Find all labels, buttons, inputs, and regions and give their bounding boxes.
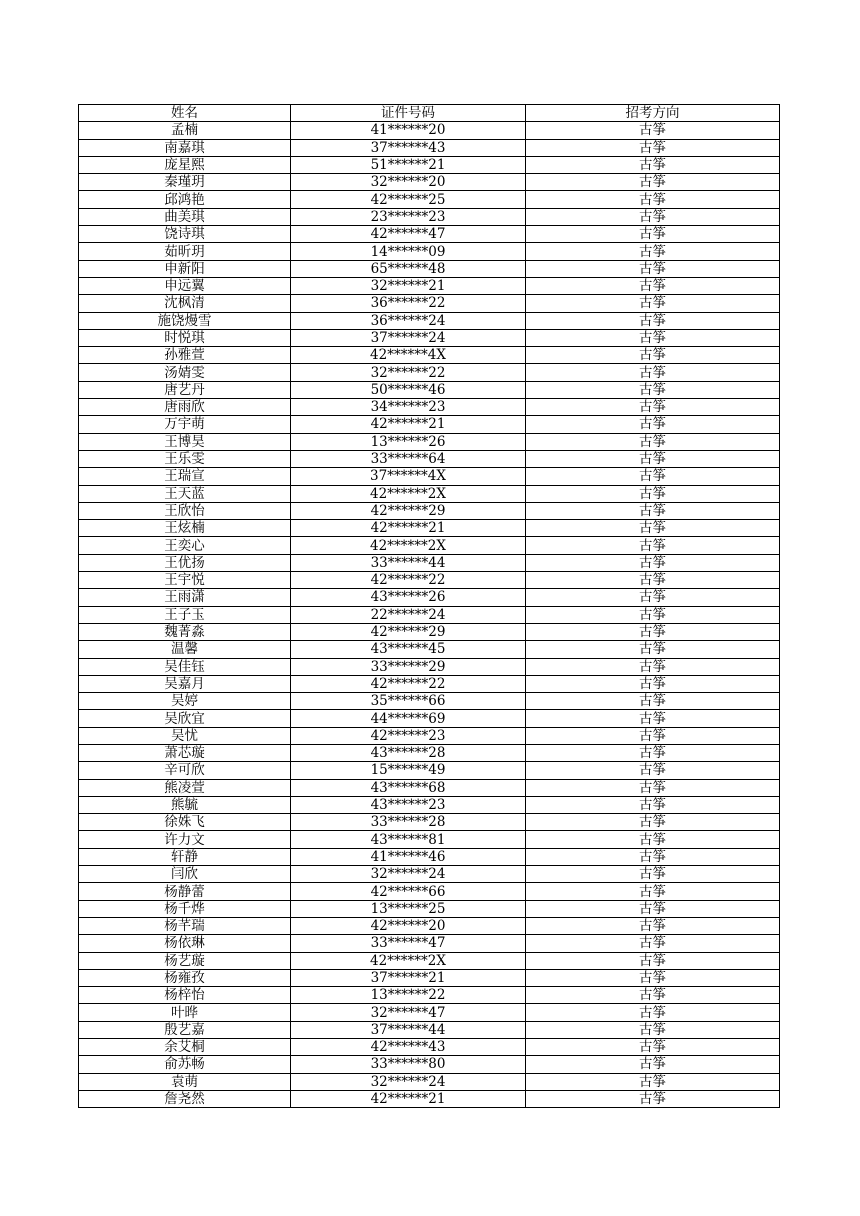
cell-name: 杨芊瑞: [79, 917, 291, 934]
cell-direction: 古筝: [526, 1090, 780, 1107]
cell-direction: 古筝: [526, 468, 780, 485]
cell-id-number: 43******81: [291, 831, 526, 848]
cell-name: 魏菁淼: [79, 623, 291, 640]
cell-name: 徐姝飞: [79, 814, 291, 831]
table-row: [79, 952, 780, 969]
cell-id-number: 37******24: [291, 329, 526, 346]
cell-id-number: 15******49: [291, 762, 526, 779]
cell-direction: 古筝: [526, 900, 780, 917]
cell-name: 庞星熙: [79, 156, 291, 173]
cell-name: 茹昕玥: [79, 243, 291, 260]
cell-direction: 古筝: [526, 762, 780, 779]
cell-direction: 古筝: [526, 848, 780, 865]
cell-id-number: 33******47: [291, 935, 526, 952]
table-row: [79, 156, 780, 173]
cell-id-number: 43******68: [291, 779, 526, 796]
cell-direction: 古筝: [526, 364, 780, 381]
cell-id-number: 23******23: [291, 208, 526, 225]
cell-name: 王博昊: [79, 433, 291, 450]
cell-direction: 古筝: [526, 658, 780, 675]
table-row: [79, 935, 780, 952]
table-row: [79, 416, 780, 433]
table-row: [79, 122, 780, 139]
cell-id-number: 37******21: [291, 969, 526, 986]
cell-direction: 古筝: [526, 572, 780, 589]
cell-id-number: 33******29: [291, 658, 526, 675]
cell-direction: 古筝: [526, 122, 780, 139]
table-row: [79, 675, 780, 692]
cell-id-number: 42******25: [291, 191, 526, 208]
table-row: [79, 762, 780, 779]
table-row: [79, 433, 780, 450]
table-row: [79, 468, 780, 485]
cell-direction: 古筝: [526, 1039, 780, 1056]
cell-id-number: 22******24: [291, 606, 526, 623]
cell-id-number: 37******44: [291, 1021, 526, 1038]
cell-id-number: 32******21: [291, 277, 526, 294]
table-row: [79, 277, 780, 294]
cell-id-number: 50******46: [291, 381, 526, 398]
cell-direction: 古筝: [526, 277, 780, 294]
cell-direction: 古筝: [526, 208, 780, 225]
cell-id-number: 33******80: [291, 1056, 526, 1073]
table-row: [79, 1073, 780, 1090]
table-row: [79, 1004, 780, 1021]
table-row: [79, 658, 780, 675]
table-row: [79, 1039, 780, 1056]
cell-id-number: 32******24: [291, 866, 526, 883]
cell-direction: 古筝: [526, 1004, 780, 1021]
cell-id-number: 43******28: [291, 744, 526, 761]
table-row: [79, 883, 780, 900]
cell-name: 王瑞宣: [79, 468, 291, 485]
cell-name: 杨依琳: [79, 935, 291, 952]
cell-id-number: 42******2X: [291, 537, 526, 554]
table-row: [79, 710, 780, 727]
cell-direction: 古筝: [526, 537, 780, 554]
cell-direction: 古筝: [526, 917, 780, 934]
cell-direction: 古筝: [526, 295, 780, 312]
cell-name: 杨千烨: [79, 900, 291, 917]
cell-direction: 古筝: [526, 883, 780, 900]
cell-direction: 古筝: [526, 589, 780, 606]
cell-name: 王雨潇: [79, 589, 291, 606]
cell-name: 萧芯璇: [79, 744, 291, 761]
cell-name: 詹尧然: [79, 1090, 291, 1107]
cell-direction: 古筝: [526, 1056, 780, 1073]
cell-id-number: 42******21: [291, 416, 526, 433]
cell-name: 王天蓝: [79, 485, 291, 502]
cell-id-number: 13******25: [291, 900, 526, 917]
cell-id-number: 41******46: [291, 848, 526, 865]
table-row: [79, 641, 780, 658]
cell-id-number: 43******23: [291, 796, 526, 813]
cell-direction: 古筝: [526, 1073, 780, 1090]
cell-name: 吴佳钰: [79, 658, 291, 675]
cell-name: 王子玉: [79, 606, 291, 623]
cell-id-number: 36******22: [291, 295, 526, 312]
table-row: [79, 1090, 780, 1107]
cell-name: 汤婧雯: [79, 364, 291, 381]
cell-name: 熊凌萱: [79, 779, 291, 796]
table-row: [79, 208, 780, 225]
table-row: [79, 260, 780, 277]
cell-id-number: 32******22: [291, 364, 526, 381]
table-row: [79, 174, 780, 191]
cell-name: 熊毓: [79, 796, 291, 813]
cell-id-number: 36******24: [291, 312, 526, 329]
table-row: [79, 139, 780, 156]
cell-name: 施饶熳雪: [79, 312, 291, 329]
cell-name: 吴婷: [79, 693, 291, 710]
cell-name: 万宇萌: [79, 416, 291, 433]
cell-id-number: 33******64: [291, 450, 526, 467]
table-row: [79, 485, 780, 502]
table-row: [79, 623, 780, 640]
cell-id-number: 51******21: [291, 156, 526, 173]
cell-direction: 古筝: [526, 727, 780, 744]
cell-direction: 古筝: [526, 779, 780, 796]
table-row: [79, 1021, 780, 1038]
cell-name: 余艾桐: [79, 1039, 291, 1056]
cell-id-number: 32******47: [291, 1004, 526, 1021]
cell-name: 沈枫清: [79, 295, 291, 312]
cell-name: 吴忧: [79, 727, 291, 744]
table-row: [79, 520, 780, 537]
cell-name: 时悦琪: [79, 329, 291, 346]
cell-direction: 古筝: [526, 502, 780, 519]
cell-direction: 古筝: [526, 814, 780, 831]
cell-direction: 古筝: [526, 987, 780, 1004]
table-row: [79, 381, 780, 398]
cell-id-number: 41******20: [291, 122, 526, 139]
cell-id-number: 42******23: [291, 727, 526, 744]
cell-name: 唐艺丹: [79, 381, 291, 398]
cell-id-number: 13******26: [291, 433, 526, 450]
cell-name: 王炫楠: [79, 520, 291, 537]
cell-name: 杨艺璇: [79, 952, 291, 969]
cell-direction: 古筝: [526, 329, 780, 346]
cell-direction: 古筝: [526, 399, 780, 416]
cell-name: 王乐雯: [79, 450, 291, 467]
table-row: [79, 779, 780, 796]
cell-direction: 古筝: [526, 693, 780, 710]
table-row: [79, 312, 780, 329]
cell-id-number: 42******29: [291, 502, 526, 519]
cell-name: 孟楠: [79, 122, 291, 139]
cell-name: 辛可欣: [79, 762, 291, 779]
cell-name: 申远翼: [79, 277, 291, 294]
table-row: [79, 848, 780, 865]
cell-direction: 古筝: [526, 744, 780, 761]
cell-name: 吴欣宜: [79, 710, 291, 727]
table-row: [79, 399, 780, 416]
cell-direction: 古筝: [526, 312, 780, 329]
table-row: [79, 987, 780, 1004]
table-row: [79, 969, 780, 986]
cell-direction: 古筝: [526, 191, 780, 208]
cell-name: 杨静蕾: [79, 883, 291, 900]
cell-name: 南嘉琪: [79, 139, 291, 156]
cell-name: 孙雅萱: [79, 347, 291, 364]
cell-direction: 古筝: [526, 641, 780, 658]
cell-id-number: 14******09: [291, 243, 526, 260]
table-row: [79, 693, 780, 710]
cell-name: 杨雍孜: [79, 969, 291, 986]
cell-id-number: 37******4X: [291, 468, 526, 485]
cell-name: 殷艺嘉: [79, 1021, 291, 1038]
table-row: [79, 1056, 780, 1073]
cell-id-number: 42******47: [291, 226, 526, 243]
cell-direction: 古筝: [526, 381, 780, 398]
cell-name: 袁萌: [79, 1073, 291, 1090]
cell-id-number: 42******21: [291, 520, 526, 537]
cell-id-number: 65******48: [291, 260, 526, 277]
cell-id-number: 42******66: [291, 883, 526, 900]
cell-id-number: 43******45: [291, 641, 526, 658]
cell-id-number: 32******24: [291, 1073, 526, 1090]
table-row: [79, 347, 780, 364]
cell-id-number: 43******26: [291, 589, 526, 606]
table-row: [79, 450, 780, 467]
cell-name: 轩静: [79, 848, 291, 865]
table-row: [79, 191, 780, 208]
cell-name: 温馨: [79, 641, 291, 658]
cell-id-number: 35******66: [291, 693, 526, 710]
cell-direction: 古筝: [526, 606, 780, 623]
cell-direction: 古筝: [526, 139, 780, 156]
cell-name: 杨梓怡: [79, 987, 291, 1004]
table-row: [79, 243, 780, 260]
cell-direction: 古筝: [526, 174, 780, 191]
table-row: [79, 502, 780, 519]
cell-direction: 古筝: [526, 866, 780, 883]
cell-name: 秦瑾玥: [79, 174, 291, 191]
cell-name: 申新阳: [79, 260, 291, 277]
cell-name: 王宇悦: [79, 572, 291, 589]
cell-direction: 古筝: [526, 675, 780, 692]
table-row: [79, 572, 780, 589]
cell-name: 王欣怡: [79, 502, 291, 519]
cell-id-number: 42******2X: [291, 952, 526, 969]
table-row: [79, 554, 780, 571]
cell-direction: 古筝: [526, 260, 780, 277]
header-name: 姓名: [79, 105, 291, 122]
cell-id-number: 42******22: [291, 675, 526, 692]
header-id-number: 证件号码: [291, 105, 526, 122]
cell-name: 王奕心: [79, 537, 291, 554]
table-row: [79, 589, 780, 606]
cell-direction: 古筝: [526, 226, 780, 243]
table-row: [79, 900, 780, 917]
cell-name: 邱鸿艳: [79, 191, 291, 208]
header-direction: 招考方向: [526, 105, 780, 122]
cell-direction: 古筝: [526, 520, 780, 537]
table-row: [79, 727, 780, 744]
cell-direction: 古筝: [526, 710, 780, 727]
cell-direction: 古筝: [526, 450, 780, 467]
cell-name: 唐雨欣: [79, 399, 291, 416]
table-row: [79, 537, 780, 554]
cell-id-number: 34******23: [291, 399, 526, 416]
cell-direction: 古筝: [526, 156, 780, 173]
cell-id-number: 42******2X: [291, 485, 526, 502]
cell-direction: 古筝: [526, 433, 780, 450]
cell-id-number: 42******43: [291, 1039, 526, 1056]
cell-id-number: 42******22: [291, 572, 526, 589]
table-row: [79, 329, 780, 346]
table-row: [79, 606, 780, 623]
cell-name: 饶诗琪: [79, 226, 291, 243]
cell-name: 许力文: [79, 831, 291, 848]
cell-direction: 古筝: [526, 554, 780, 571]
table-row: [79, 831, 780, 848]
table-row: [79, 226, 780, 243]
cell-id-number: 32******20: [291, 174, 526, 191]
table-row: [79, 917, 780, 934]
cell-name: 叶晔: [79, 1004, 291, 1021]
cell-id-number: 42******29: [291, 623, 526, 640]
cell-direction: 古筝: [526, 485, 780, 502]
candidate-table: [78, 104, 780, 1108]
cell-direction: 古筝: [526, 796, 780, 813]
cell-direction: 古筝: [526, 831, 780, 848]
cell-direction: 古筝: [526, 243, 780, 260]
cell-id-number: 42******4X: [291, 347, 526, 364]
cell-direction: 古筝: [526, 969, 780, 986]
table-header-row: [79, 105, 780, 122]
cell-direction: 古筝: [526, 623, 780, 640]
cell-direction: 古筝: [526, 416, 780, 433]
table-row: [79, 295, 780, 312]
cell-direction: 古筝: [526, 1021, 780, 1038]
cell-id-number: 44******69: [291, 710, 526, 727]
cell-direction: 古筝: [526, 952, 780, 969]
cell-direction: 古筝: [526, 347, 780, 364]
cell-name: 王优扬: [79, 554, 291, 571]
cell-id-number: 42******21: [291, 1090, 526, 1107]
cell-id-number: 13******22: [291, 987, 526, 1004]
cell-name: 俞苏畅: [79, 1056, 291, 1073]
cell-id-number: 33******44: [291, 554, 526, 571]
table-row: [79, 866, 780, 883]
cell-name: 闫欣: [79, 866, 291, 883]
table-row: [79, 744, 780, 761]
cell-direction: 古筝: [526, 935, 780, 952]
cell-id-number: 33******28: [291, 814, 526, 831]
cell-name: 吴嘉月: [79, 675, 291, 692]
table-body: [79, 122, 780, 1108]
cell-id-number: 42******20: [291, 917, 526, 934]
table-row: [79, 796, 780, 813]
table-row: [79, 364, 780, 381]
cell-name: 曲美琪: [79, 208, 291, 225]
table-row: [79, 814, 780, 831]
cell-id-number: 37******43: [291, 139, 526, 156]
